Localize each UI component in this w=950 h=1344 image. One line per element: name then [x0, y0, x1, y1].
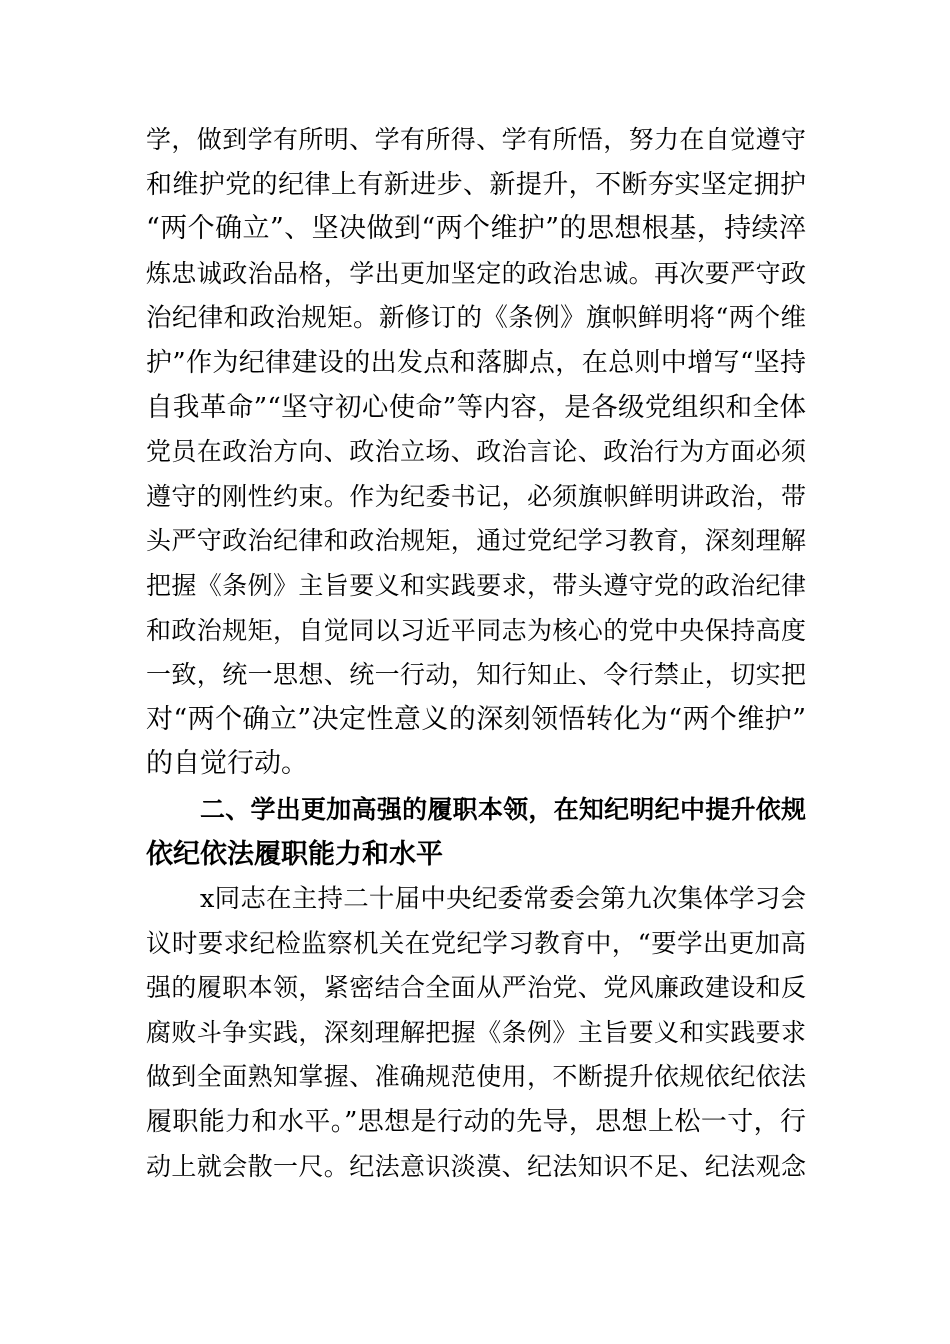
text-line: 和政治规矩，自觉同以习近平同志为核心的党中央保持高度 [146, 615, 806, 645]
text-line: “两个确立”、坚决做到“两个维护”的思想根基，持续淬 [146, 213, 806, 245]
paragraph-1 [146, 118, 806, 787]
text-line: 自我革命”“坚守初心使命”等内容，是各级党组织和全体 [146, 391, 806, 423]
paragraph-2 [146, 877, 806, 1189]
text-line: 动上就会散一尺。纪法意识淡漠、纪法知识不足、纪法观念 [146, 1151, 806, 1181]
section-heading [146, 788, 806, 877]
text-line: 治纪律和政治规矩。新修订的《条例》旗帜鲜明将“两个维 [146, 303, 806, 334]
heading-line: 依纪依法履职能力和水平 [146, 838, 443, 870]
text-line: 头严守政治纪律和政治规矩，通过党纪学习教育，深刻理解 [146, 526, 806, 556]
text-line: x同志在主持二十届中央纪委常委会第九次集体学习会 [200, 884, 806, 914]
text-line: 学，做到学有所明、学有所得、学有所悟，努力在自觉遵守 [146, 125, 806, 154]
text-line: 和维护党的纪律上有新进步、新提升，不断夯实坚定拥护 [146, 169, 806, 200]
text-line: 炼忠诚政治品格，学出更加坚定的政治忠诚。再次要严守政 [146, 258, 806, 288]
text-line: 的自觉行动。 [146, 748, 308, 780]
text-line: 党员在政治方向、政治立场、政治言论、政治行为方面必须 [146, 437, 806, 467]
heading-line: 二、学出更加高强的履职本领，在知纪明纪中提升依规 [200, 795, 806, 824]
text-line: 对“两个确立”决定性意义的深刻领悟转化为“两个维护” [146, 703, 806, 735]
text-line: 把握《条例》主旨要义和实践要求，带头遵守党的政治纪律 [146, 570, 806, 600]
text-line: 遵守的刚性约束。作为纪委书记，必须旗帜鲜明讲政治，带 [146, 481, 806, 511]
text-line: 做到全面熟知掌握、准确规范使用，不断提升依规依纪依法 [146, 1062, 806, 1092]
text-line: 一致，统一思想、统一行动，知行知止、令行禁止，切实把 [146, 660, 806, 690]
text-line: 腐败斗争实践，深刻理解把握《条例》主旨要义和实践要求 [146, 1017, 806, 1047]
text-line: 护”作为纪律建设的出发点和落脚点，在总则中增写“坚持 [146, 347, 806, 378]
text-line: 强的履职本领，紧密结合全面从严治党、党风廉政建设和反 [146, 973, 806, 1003]
text-line: 履职能力和水平。”思想是行动的先导，思想上松一寸，行 [146, 1106, 806, 1137]
text-line: 议时要求纪检监察机关在党纪学习教育中，“要学出更加高 [146, 928, 806, 959]
